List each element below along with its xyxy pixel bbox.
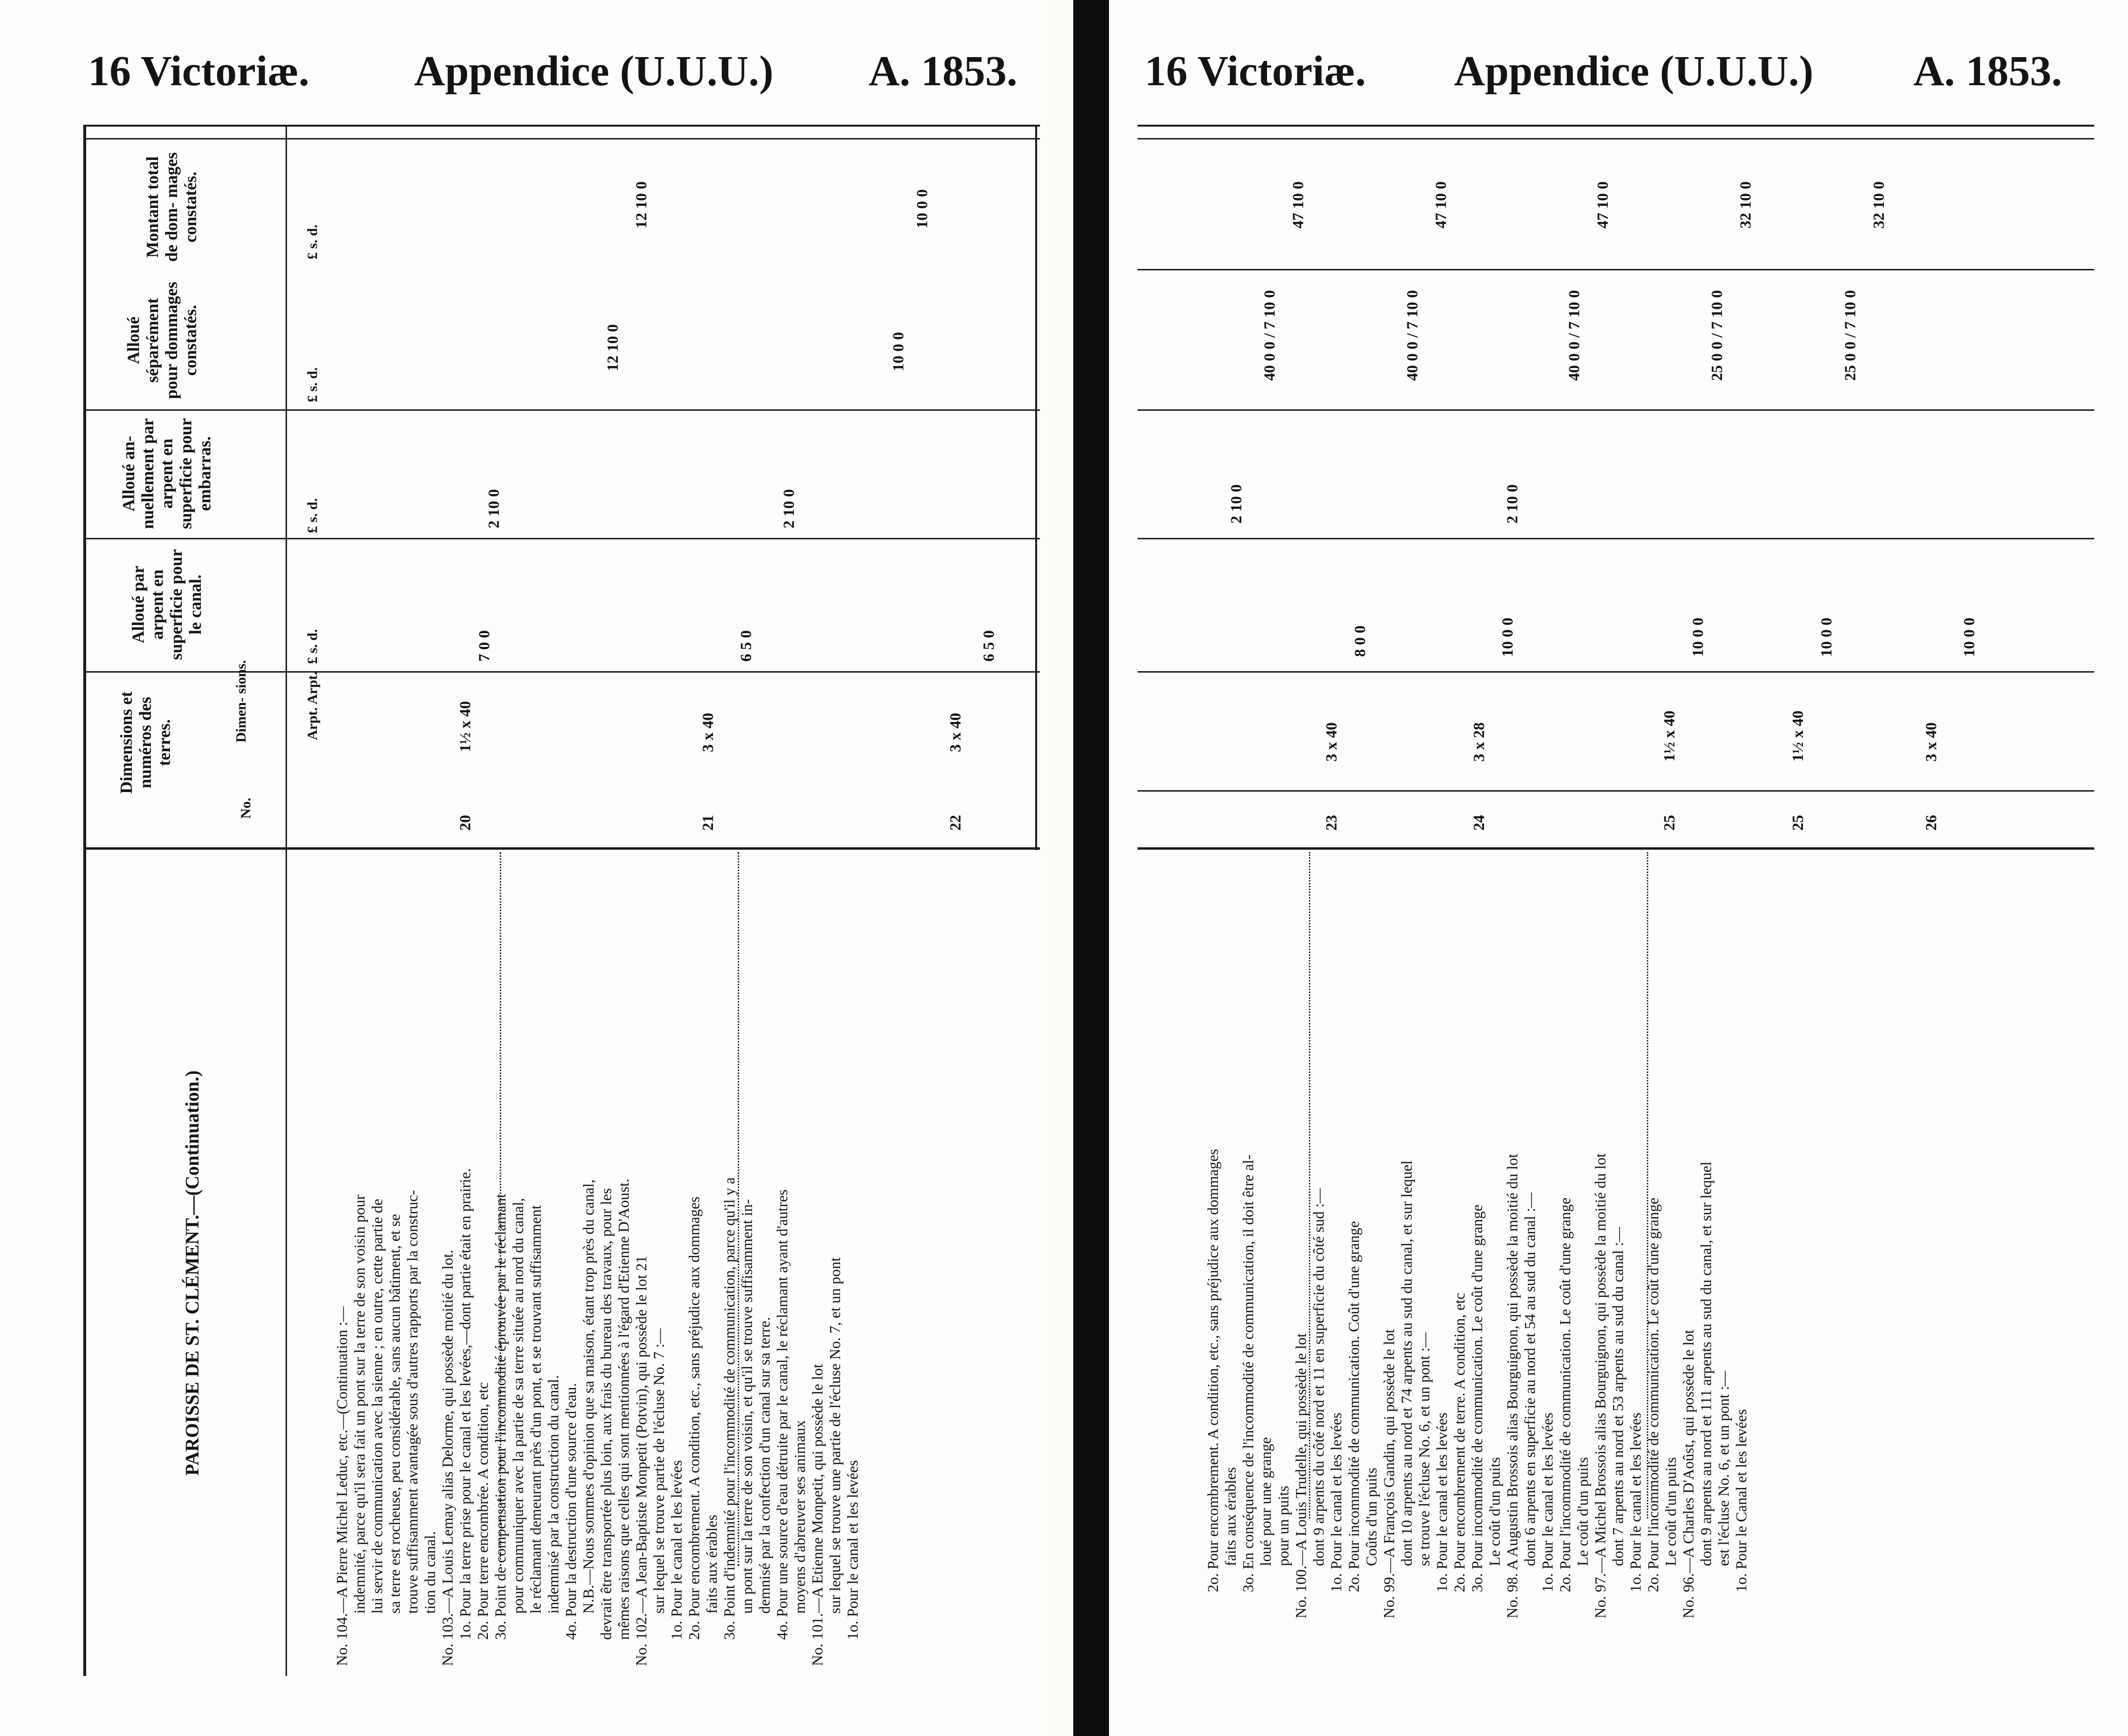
header-right: A. 1853.	[1913, 48, 2062, 95]
col-divider-5	[1138, 847, 2094, 850]
entry-line: No. 96.—A Charles D'Aoûst, qui possède le lot	[1680, 1329, 1697, 1618]
entry-line: faits aux érables	[703, 1515, 720, 1614]
row-canal: 10 0 0	[1961, 617, 1978, 657]
entry-line: moyens d'abreuver ses animaux	[791, 1420, 808, 1614]
header-center: Appendice (U.U.U.)	[1454, 48, 1813, 95]
row-no: 26	[1923, 815, 1940, 831]
entry-line: pour un puits	[1275, 1486, 1292, 1566]
entry-line: No. 103.—A Louis Lemay alias Delorme, qui possède moitié du lot.	[439, 1250, 456, 1666]
entry-line: tion du canal.	[421, 1531, 438, 1614]
header-column-rule	[286, 127, 287, 1676]
row-sep: 40 0 0 / 7 10 0	[1261, 290, 1278, 381]
left-border	[83, 127, 86, 1676]
entry-line: 1o. Pour le canal et les levées	[1627, 1412, 1644, 1592]
row-dim: 3 x 40	[1323, 722, 1340, 762]
entry-line: 3o. Point d'indemnité pour l'incommodité de communication, parce qu'il y a	[721, 1177, 738, 1640]
row-canal: 10 0 0	[1499, 617, 1516, 657]
entry-line: 3o. Pour incommodité de communication. Le coût d'une grange	[1468, 1204, 1485, 1592]
row-sep: 25 0 0 / 7 10 0	[1709, 290, 1726, 381]
row-no: 22	[947, 815, 964, 831]
row-dim: 3 x 40	[947, 713, 964, 752]
lsd-canal: £ s. d.	[305, 629, 320, 664]
entry-line: 2o. Pour l'incommodité de communication. Le coût d'une grange	[1556, 1197, 1574, 1592]
lsd-embarras: £ s. d.	[305, 498, 320, 533]
entry-line: 1o. Pour le canal et les levées	[1433, 1412, 1450, 1592]
entry-line: 2o. Pour encombrement. A condition, etc., sans préjudice aux dommages	[685, 1196, 703, 1640]
entry-line: No. 104.—A Pierre Michel Leduc, etc.—(Continuation :—	[333, 1306, 350, 1666]
entry-line: un pont sur la terre de son voisin, et qu'il se trouve suffisamment in-	[738, 1199, 755, 1614]
no-header: No.	[238, 797, 254, 819]
entry-line: No. 102.—A Jean-Baptiste Monpetit (Potvin), qui possède le lot 21	[633, 1255, 650, 1666]
row-embarras: 2 10 0	[1504, 484, 1521, 524]
row-sep: 12 10 0	[604, 324, 622, 371]
entry-line: 4o. Pour la destruction d'une source d'eau.	[562, 1383, 579, 1640]
entry-line: 2o. Pour incommodité de communication. Coût d'une grange	[1345, 1221, 1362, 1592]
dim-subheader: Dimen- sions.	[233, 660, 249, 743]
row-total: 32 10 0	[1871, 181, 1888, 228]
lsd-montant: £ s. d.	[305, 224, 320, 259]
entry-line: sur lequel se trouve une partie de l'écluse No. 7, et un pont	[826, 1257, 843, 1614]
entry-line: 3o. Point de compensation pour l'incommodité éprouvée par le réclamant	[492, 1193, 509, 1640]
entry-line: 1o. Pour la terre prise pour le canal et les levées,—dont partie était en prairie.	[456, 1168, 474, 1640]
header-left: 16 Victoriæ.	[1145, 48, 1366, 95]
entry-line: 2o. Pour encombrement de terre. A condition, etc	[1451, 1292, 1468, 1592]
top-rule-2	[1138, 138, 2094, 139]
row-canal: 10 0 0	[1818, 617, 1835, 657]
embarras-header: Alloué an- nuellement par arpent en superficie pour embarras.	[119, 418, 214, 529]
leader-dots	[738, 852, 739, 1566]
col-divider-3	[1138, 671, 2094, 673]
right-page	[1109, 0, 2128, 1736]
entry-line: No. 97.—A Michel Brossois alias Bourguignon, qui possède la moitié du lot	[1592, 1153, 1609, 1618]
row-total: 47 10 0	[1433, 181, 1450, 228]
row-embarras: 2 10 0	[781, 489, 798, 528]
book-gutter	[1073, 0, 1109, 1736]
entries-block	[1204, 857, 1750, 1618]
leader-dots	[500, 852, 501, 1566]
entry-line: dont 6 arpents en superficie au nord et 54 au sud du canal :—	[1521, 1192, 1538, 1566]
row-dim: 3 x 40	[1923, 722, 1940, 762]
entry-line: Le coût d'un puits	[1574, 1457, 1591, 1566]
entry-line: dont 9 arpents au nord et 111 arpents au sud du canal, et sur lequel	[1697, 1161, 1714, 1566]
row-no: 20	[457, 815, 474, 831]
entry-line: N.B.—Nous sommes d'opinion que sa maison, étant trop près du canal,	[580, 1179, 597, 1614]
row-dim: 1½ x 40	[1661, 710, 1678, 762]
right-border	[1035, 127, 1037, 850]
separement-header: Alloué séparément pour dommages constatés.	[124, 281, 200, 399]
row-embarras: 2 10 0	[1228, 484, 1245, 524]
leader-dots	[1309, 852, 1310, 1518]
entry-line: 1o. Pour le Canal et les levées	[1732, 1409, 1750, 1592]
lsd-separement: £ s. d.	[305, 367, 320, 402]
col-divider-1	[1138, 409, 2094, 411]
entry-line: 3o. En conséquence de l'incommodité de communication, il doit être al-	[1239, 1154, 1257, 1592]
entry-line: No. 99.—A François Gandin, qui possède le lot	[1380, 1329, 1397, 1618]
row-no: 21	[700, 815, 717, 831]
row-sep: 10 0 0	[890, 332, 907, 371]
entries-block	[333, 857, 861, 1666]
entry-line: No. 101.—A Etienne Monpetit, qui possède le lot	[809, 1364, 826, 1666]
row-total: 47 10 0	[1290, 181, 1307, 228]
row-sep: 40 0 0 / 7 10 0	[1404, 290, 1421, 381]
row-embarras: 2 10 0	[485, 489, 503, 528]
row-no: 25	[1661, 815, 1678, 831]
col-divider-2	[83, 538, 1040, 539]
row-canal: 6 5 0	[738, 630, 755, 662]
entry-line: est l'écluse No. 6, et un pont :—	[1715, 1370, 1732, 1566]
entry-line: 4o. Pour une source d'eau détruite par le canal, le réclamant ayant d'autres	[773, 1189, 791, 1640]
entry-line: pour communiquer avec la partie de sa terre située au nord du canal,	[509, 1198, 526, 1614]
entry-line: No. 100.—A Louis Trudelle, qui possède le lot	[1292, 1333, 1309, 1618]
arpt-label: Arpt. Arpt.	[305, 671, 320, 740]
entry-line: 1o. Pour le canal et les levées	[668, 1460, 685, 1640]
row-dim: 3 x 40	[700, 713, 717, 752]
entry-line: le réclamant demeurant près d'un pont, et se trouvant suffisamment	[527, 1205, 544, 1614]
entry-line: Le coût d'un puits	[1662, 1457, 1679, 1566]
row-canal: 7 0 0	[476, 630, 493, 662]
canal-header: Alloué par arpent en superficie pour le canal.	[129, 549, 205, 660]
top-rule-2	[83, 138, 1040, 139]
row-sep: 40 0 0 / 7 10 0	[1566, 290, 1583, 381]
col-divider-2	[1138, 538, 2094, 539]
entry-line: indemnisé par la construction du canal.	[544, 1375, 562, 1614]
row-total: 32 10 0	[1737, 181, 1754, 228]
entry-line: mêmes raisons que celles qui sont mentionnées à l'égard d'Etienne D'Aoust.	[615, 1178, 632, 1640]
row-dim: 1½ x 40	[457, 701, 474, 752]
row-no: 24	[1471, 815, 1488, 831]
col-divider-0	[1138, 269, 2094, 270]
entry-line: Le coût d'un puits	[1486, 1457, 1503, 1566]
entry-line: 1o. Pour le canal et les levées	[1327, 1412, 1345, 1592]
entry-line: dont 9 arpents du côté nord et 11 en superficie du côté sud :—	[1310, 1188, 1327, 1566]
entry-line: No. 98. A Augustin Brossois alias Bourguignon, qui possède la moitié du lot	[1504, 1153, 1521, 1618]
row-total: 10 0 0	[914, 189, 931, 228]
dimensions-header: Dimensions et numéros des terres.	[117, 691, 174, 794]
row-no: 25	[1790, 815, 1807, 831]
col-divider-1	[83, 409, 1040, 411]
entry-line: 2o. Pour l'incommodité de communication. Le coût d'une grange	[1644, 1197, 1662, 1592]
entry-line: lui servir de communication avec la sienne ; en outre, cette partie de	[368, 1199, 386, 1614]
leader-dots	[1647, 852, 1648, 1518]
entry-line: 1o. Pour le canal et les levées	[844, 1460, 861, 1640]
entry-line: devrait être transportée plus loin, aux frais du bureau des travaux, pour les	[597, 1188, 614, 1640]
row-dim: 1½ x 40	[1790, 710, 1807, 762]
entry-line: demnisé par la confection d'un canal sur sa terre.	[756, 1317, 773, 1614]
entry-line: Coûts d'un puits	[1363, 1468, 1380, 1566]
row-sep: 25 0 0 / 7 10 0	[1842, 290, 1859, 381]
row-canal: 6 5 0	[980, 630, 998, 662]
row-canal: 8 0 0	[1352, 625, 1369, 657]
entry-line: 2o. Pour terre encombrée. A condition, etc	[474, 1382, 491, 1640]
entry-line: dont 7 arpents au nord et 53 arpents au sud du canal :—	[1609, 1227, 1626, 1566]
top-rule	[83, 125, 1040, 127]
row-total: 47 10 0	[1594, 181, 1612, 228]
row-no: 23	[1323, 815, 1340, 831]
row-dim: 3 x 28	[1471, 722, 1488, 762]
entry-line: se trouve l'écluse No. 6, et un pont :—	[1415, 1332, 1433, 1566]
entry-line: dont 10 arpents au nord et 74 arpents au sud du canal, et sur lequel	[1398, 1160, 1415, 1566]
left-page	[0, 0, 1047, 1736]
entry-line: trouve suffisamment avantagée sous d'autres rapports par la construc-	[404, 1190, 421, 1614]
top-rule	[1138, 125, 2094, 127]
header-center: Appendice (U.U.U.)	[414, 48, 773, 95]
row-canal: 10 0 0	[1690, 617, 1707, 657]
parish-title: PAROISSE DE ST. CLÉMENT.—(Continuation.)	[181, 1070, 203, 1476]
col-divider-4	[83, 847, 1040, 850]
entry-line: faits aux érables	[1222, 1467, 1239, 1566]
col-divider-4	[1138, 790, 2094, 792]
entry-line: sa terre est rocheuse, peu considérable, sans aucun bâtiment, et se	[386, 1214, 403, 1614]
entry-line: 1o. Pour le canal et les levées	[1539, 1412, 1556, 1592]
entry-line: indemnité, parce qu'il sera fait un pont sur la terre de son voisin pour	[351, 1194, 368, 1614]
entry-line: sur lequel se trouve partie de l'écluse No. 7 :—	[650, 1328, 667, 1614]
col-divider-3	[83, 671, 1040, 673]
entry-line: loué pour une grange	[1257, 1437, 1274, 1566]
row-total: 12 10 0	[633, 181, 650, 228]
header-left: 16 Victoriæ.	[88, 48, 309, 95]
entry-line: 2o. Pour encombrement. A condition, etc., sans préjudice aux dommages	[1204, 1149, 1221, 1592]
header-right: A. 1853.	[869, 48, 1018, 95]
montant-header: Montant total de dom- mages constatés.	[143, 152, 200, 262]
